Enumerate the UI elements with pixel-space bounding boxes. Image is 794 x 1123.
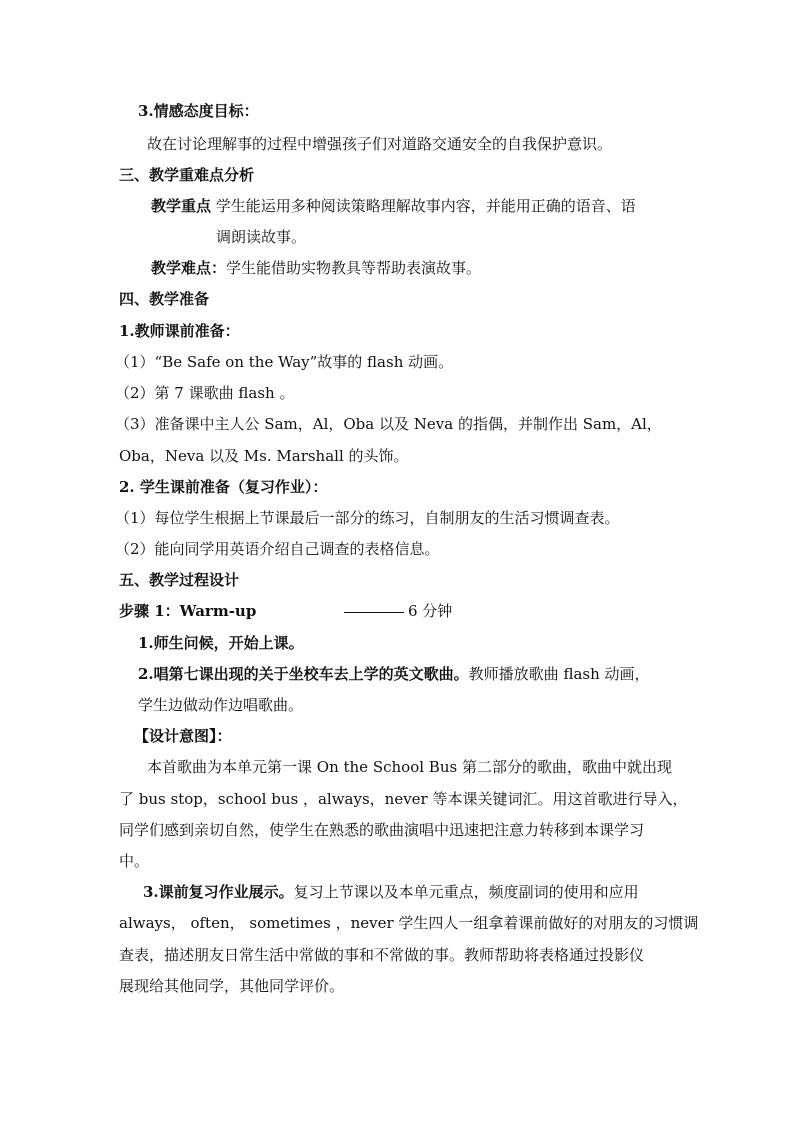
- student-prep-title: 2. 学生课前准备（复习作业）：: [119, 478, 328, 496]
- key-point-text-1: 学生能运用多种阅读策略理解故事内容，并能用正确的语音、语: [215, 197, 636, 215]
- step-1-label: 步骤 1：Warm-up: [119, 602, 257, 620]
- step-1-item-3-line-4: 展现给其他同学，其他同学评价。: [119, 977, 345, 995]
- design-para-line-1: 本首歌曲为本单元第一课 On the School Bus 第二部分的歌曲，歌曲中就出现: [147, 758, 672, 776]
- key-point-line: [151, 196, 636, 216]
- design-para-line-2: 了 bus stop，school bus ，always，never 等本课关键词汇。用这首歌进行导入，: [119, 790, 688, 808]
- step-1-item-1: 1.师生问候，开始上课。: [138, 634, 304, 652]
- design-para-line-4: 中。: [119, 852, 150, 870]
- step-1-item-3-rest: 复习上节课以及本单元重点，频度副词的使用和应用: [293, 883, 639, 901]
- key-point-label: 教学重点: [151, 197, 212, 215]
- teacher-prep-title: 1.教师课前准备：: [119, 322, 240, 340]
- teacher-prep-item-3-cont: Oba，Neva 以及 Ms. Marshall 的头饰。: [119, 447, 409, 465]
- design-para-line-3: 同学们感到亲切自然，使学生在熟悉的歌曲演唱中迅速把注意力转移到本课学习: [119, 821, 645, 839]
- goal-3-text: 故在讨论理解事的过程中增强孩子们对道路交通安全的自我保护意识。: [147, 135, 613, 153]
- key-point-text-2: 调朗读故事。: [216, 228, 307, 246]
- difficulty-text: 学生能借助实物教具等帮助表演故事。: [226, 259, 482, 277]
- difficulty-line: [151, 258, 481, 278]
- teacher-prep-item-1: （1）“Be Safe on the Way”故事的 flash 动画。: [115, 353, 454, 371]
- design-intent-label: 【设计意图】：: [134, 727, 232, 745]
- student-prep-item-1: （1）每位学生根据上节课最后一部分的练习，自制朋友的生活习惯调查表。: [115, 509, 620, 527]
- step-1-item-2: [138, 664, 650, 684]
- section-5-title: 五、教学过程设计: [119, 571, 240, 589]
- goal-3-heading: 3.情感态度目标：: [138, 102, 259, 120]
- step-1-item-3-line-2: always， often， sometimes ，never 学生四人一组拿着课前做好的对朋友的习惯调: [119, 914, 699, 932]
- student-prep-item-2: （2）能向同学用英语介绍自己调查的表格信息。: [115, 540, 440, 558]
- step-1-item-2-bold: 2.唱第七课出现的关于坐校车去上学的英文歌曲。: [138, 665, 469, 683]
- step-1-item-3-line-3: 查表，描述朋友日常生活中常做的事和不常做的事。教师帮助将表格通过投影仪: [119, 946, 645, 964]
- step-1-item-2-rest: 教师播放歌曲 flash 动画，: [468, 665, 650, 683]
- difficulty-label: 教学难点：: [151, 259, 227, 277]
- step-1-item-3-bold: 3.课前复习作业展示。: [143, 883, 294, 901]
- step-1-line: [119, 601, 256, 621]
- dash-rule: [344, 612, 404, 613]
- step-1-item-2-cont: 学生边做动作边唱歌曲。: [138, 696, 304, 714]
- teacher-prep-item-3: （3）准备课中主人公 Sam，Al，Oba 以及 Neva 的指偶，并制作出 Sam，Al，: [115, 415, 662, 433]
- section-3-title: 三、教学重难点分析: [119, 166, 255, 184]
- step-1-time-text: 6 分钟: [408, 602, 453, 620]
- step-1-time: [344, 601, 452, 621]
- section-4-title: 四、教学准备: [119, 290, 210, 308]
- teacher-prep-item-2: （2）第 7 课歌曲 flash 。: [115, 384, 295, 402]
- step-1-item-3: [143, 882, 639, 902]
